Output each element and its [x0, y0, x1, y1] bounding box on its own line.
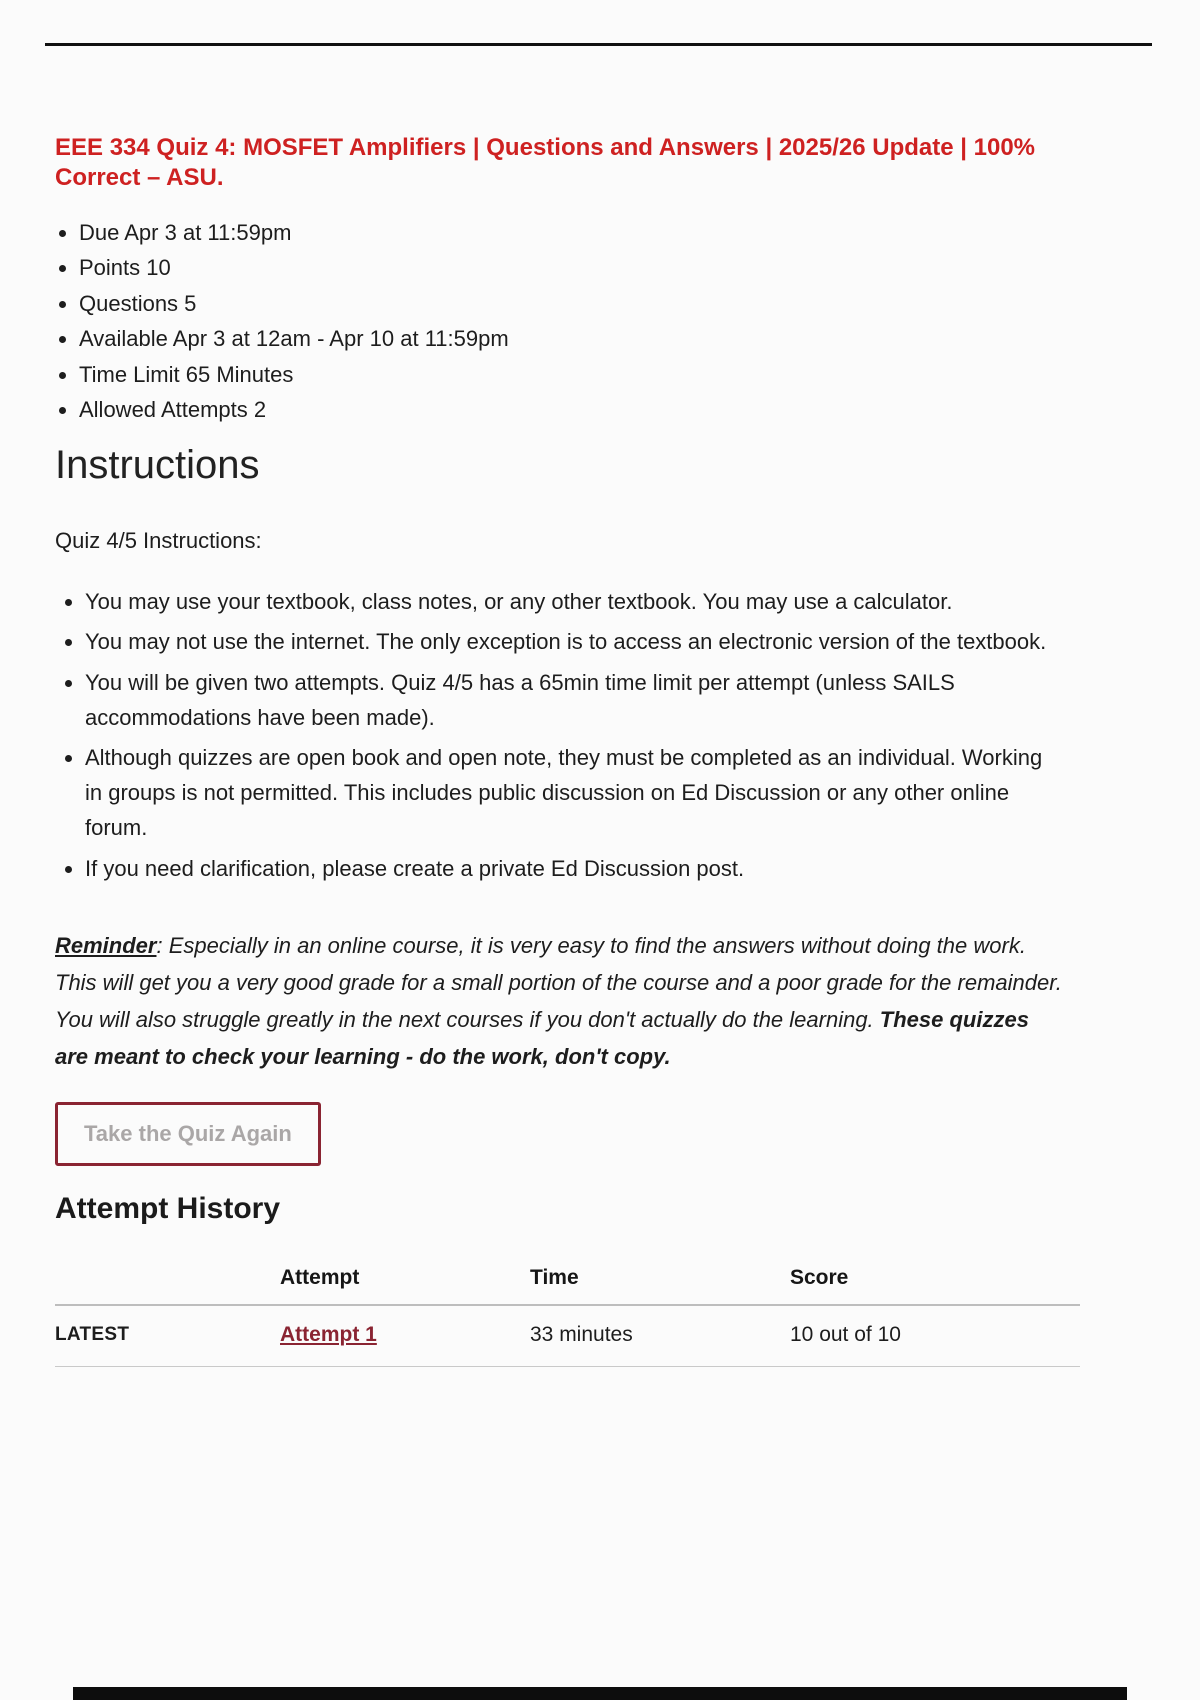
attempt-score: 10 out of 10 [790, 1305, 1080, 1367]
take-quiz-again-button[interactable]: Take the Quiz Again [55, 1102, 321, 1166]
meta-available: • Available Apr 3 at 12am - Apr 10 at 11:59pm [79, 326, 1200, 352]
meta-questions: • Questions 5 [79, 291, 1200, 317]
quiz-meta-list [55, 220, 1200, 423]
actions-row [0, 1076, 1200, 1166]
reminder-paragraph [55, 928, 1065, 1076]
attempt-time: 33 minutes [530, 1305, 790, 1367]
reminder-emphasis: These quizzes are meant to check your learning - do the work, don't copy. [55, 1006, 1029, 1069]
meta-allowed-attempts: • Allowed Attempts 2 [79, 397, 1200, 423]
instruction-item: • You may not use the internet. The only exception is to access an electronic version of the textbook. [85, 624, 1065, 659]
attempt-history-heading: Attempt History [55, 1191, 281, 1225]
attempt-1-link[interactable]: Attempt 1 [280, 1322, 377, 1346]
meta-time-limit: • Time Limit 65 Minutes [79, 362, 1200, 388]
instruction-item: • Although quizzes are open book and open note, they must be completed as an individual. Working in groups is not permitted. This includes public discussion on Ed Discussion or any other online forum. [85, 740, 1065, 846]
instructions-list [55, 584, 1065, 886]
latest-label: LATEST [55, 1305, 280, 1367]
table-header-row [55, 1254, 1080, 1305]
reminder-body: : Especially in an online course, it is very easy to find the answers without doing the work. This will get you a very good grade for a small portion of the course and a poor grade for the remainder. You will also struggle greatly in the next courses if you don't actually do the learning. [55, 932, 1062, 1032]
meta-due: • Due Apr 3 at 11:59pm [79, 220, 1200, 246]
column-attempt: Attempt [280, 1254, 530, 1305]
meta-points: • Points 10 [79, 255, 1200, 281]
column-score: Score [790, 1254, 1080, 1305]
column-blank [55, 1254, 280, 1305]
instruction-item: • If you need clarification, please create a private Ed Discussion post. [85, 851, 1065, 886]
attempt-history-table [55, 1254, 1080, 1367]
table-row [55, 1305, 1080, 1367]
instruction-item: • You will be given two attempts. Quiz 4/5 has a 65min time limit per attempt (unless SAILS accommodations have been made). [85, 665, 1065, 735]
instruction-item: • You may use your textbook, class notes, or any other textbook. You may use a calculator. [85, 584, 1065, 619]
top-divider [45, 43, 1152, 46]
instructions-heading: Instructions [55, 443, 260, 488]
reminder-label: Reminder [55, 932, 157, 958]
instructions-intro: Quiz 4/5 Instructions: [55, 528, 262, 554]
quiz-title: EEE 334 Quiz 4: MOSFET Amplifiers | Questions and Answers | 2025/26 Update | 100% Correct – ASU. [55, 134, 1036, 192]
bottom-divider [73, 1687, 1127, 1700]
column-time: Time [530, 1254, 790, 1305]
